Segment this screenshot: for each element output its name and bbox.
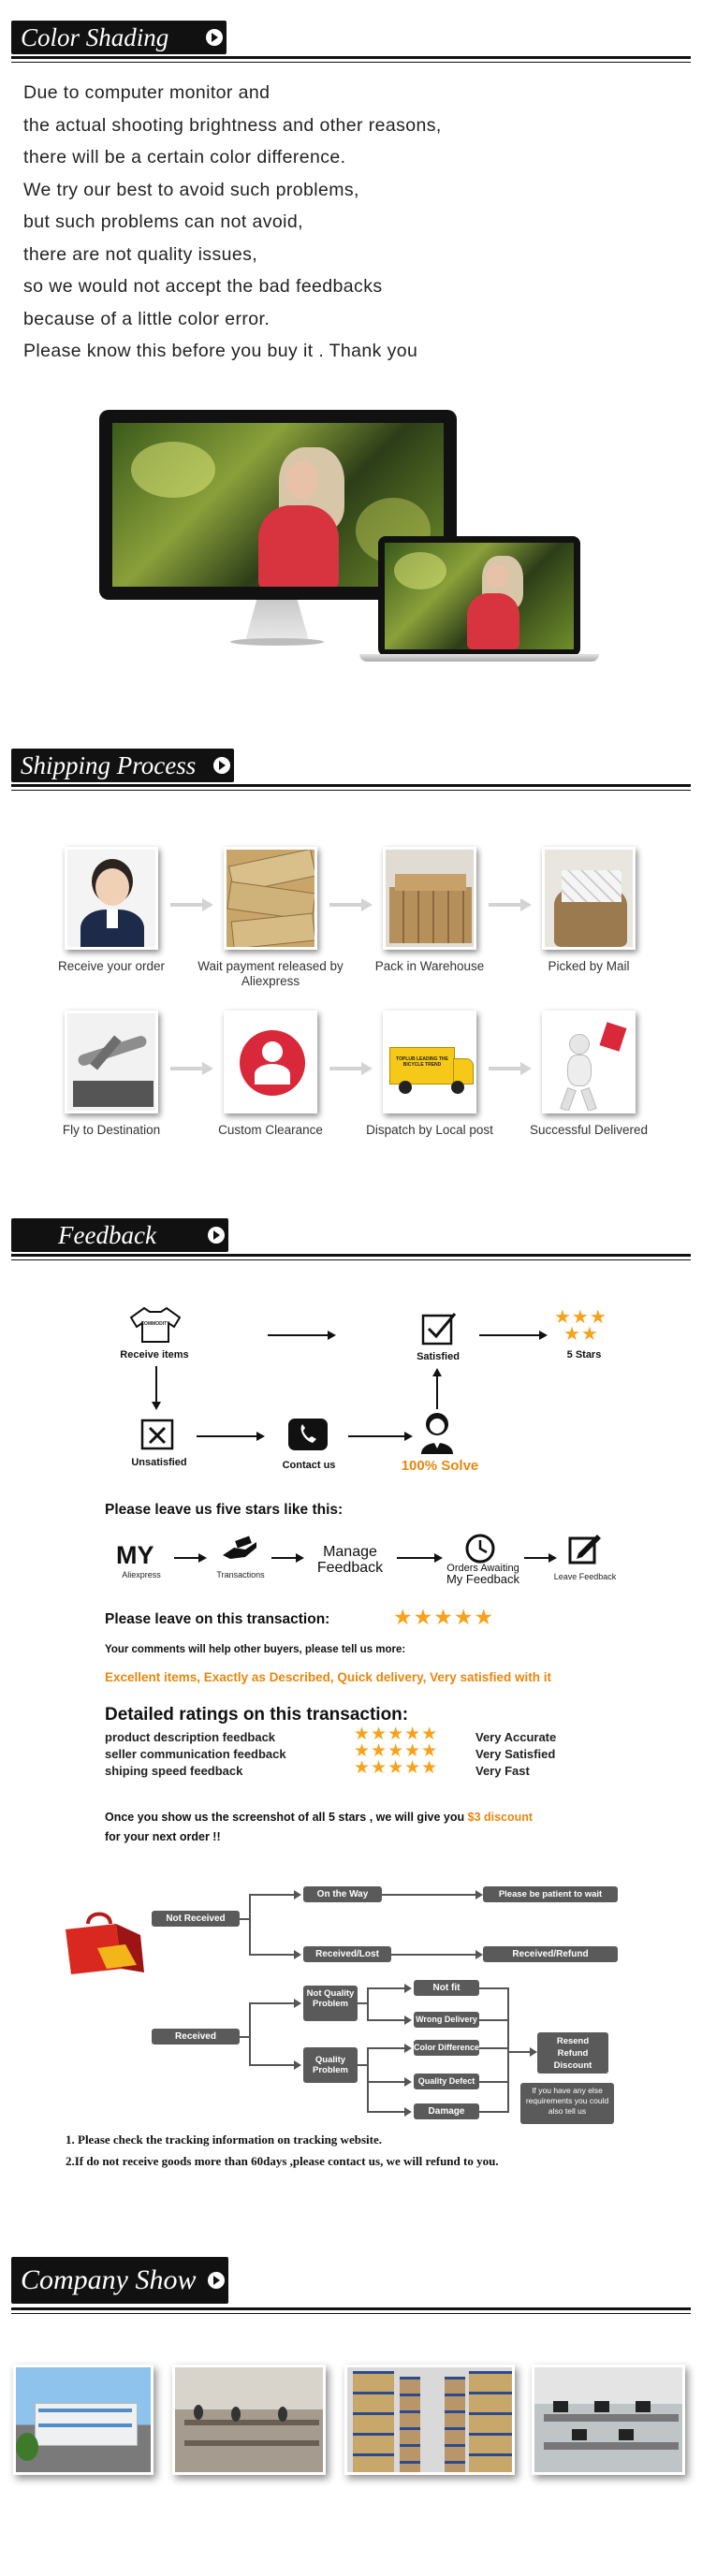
step-label: Successful Delivered [529,1123,649,1137]
step-label: Custom Clearance [218,1123,323,1137]
arrow-head [152,1402,161,1410]
tree-line [479,2081,507,2083]
arrow-head [256,1432,265,1441]
monitor-base [230,638,324,646]
tree-arrow [294,2060,301,2070]
divider [11,62,691,63]
tree-line [249,2002,296,2004]
arrow-head [198,1553,207,1563]
damage-pill: Damage [414,2103,479,2119]
customer-service-icon [65,847,158,950]
delivery-person-icon [542,1011,636,1113]
tree-line [249,1954,296,1956]
requirements-note-pill: If you have any else requirements you could also tell us [520,2083,614,2124]
solve-label: 100% Solve [401,1458,479,1474]
arrow-head [296,1553,304,1563]
step-label: Fly to Destination [62,1123,161,1137]
section-title: Company Show [21,2264,197,2295]
customs-officer-icon [224,1011,317,1113]
tree-line [367,1987,404,1989]
rating-stars: ★★★★★ [354,1758,439,1778]
shipping-step [355,847,505,974]
color-shading-text [23,77,442,368]
tree-line [367,2081,404,2083]
not-fit-pill: Not fit [414,1980,479,1996]
divider [11,784,691,787]
arrow-head [404,1432,413,1441]
text-line: Please know this before you buy it . Thank you [23,341,418,361]
detailed-heading: Detailed ratings on this transaction: [105,1705,409,1725]
tree-line [367,1987,369,2019]
tree-line [382,1894,475,1896]
quality-problem-pill: Quality Problem [303,2047,358,2083]
shipping-step [196,1011,345,1138]
section-title: Color Shading [21,23,169,51]
step-label: Pack in Warehouse [374,959,485,973]
arrow-line [271,1557,296,1559]
laptop [378,536,580,656]
wrong-delivery-pill: Wrong Delivery [414,2012,479,2028]
discount-text: Discount [553,2060,592,2071]
text-line: but such problems can not avoid, [23,211,303,232]
shipping-step [514,847,664,974]
orders-awaiting-label [436,1563,530,1585]
tree-arrow [404,2107,412,2117]
tree-line [479,1987,507,1989]
tree-line [479,2019,507,2021]
tree-line [367,2111,404,2113]
text-line: Due to computer monitor and [23,82,271,103]
arrow-line [155,1366,157,1404]
receive-items-label: Receive items [120,1349,189,1361]
quality-defect-pill: Quality Defect [414,2074,479,2089]
discount-post: for your next order !! [105,1830,221,1843]
airplane-icon [65,1011,158,1113]
hand-money-icon [221,1535,258,1563]
manage-feedback-label [313,1544,388,1576]
arrow-head [328,1331,336,1340]
not-received-pill: Not Received [152,1911,240,1927]
arrow-right-icon [213,757,230,774]
tree-line [358,2002,367,2004]
arrow-head [434,1553,443,1563]
discount-line [105,1811,533,1824]
arrow-right-icon [208,2272,225,2289]
money-icon [224,847,317,950]
rating-verdict: Very Fast [475,1764,530,1778]
laptop-screen-photo [385,543,574,649]
refund-text: Refund [557,2048,589,2059]
support-agent-icon [417,1411,457,1454]
five-star-heading: Please leave us five stars like this: [105,1502,344,1518]
stars-icon: ★★ [563,1324,599,1345]
leave-on-transaction-label: Please leave on this transaction: [105,1611,330,1627]
arrow-line [174,1557,198,1559]
arrow-line [479,1334,539,1336]
divider [11,1254,691,1257]
discount-amount: $3 discount [467,1811,534,1824]
monitor-stand [245,600,309,641]
feedback-text: Feedback [316,1560,384,1576]
edit-icon [567,1531,603,1566]
laptop-base [359,654,599,662]
color-difference-pill: Color Difference [414,2040,479,2056]
section-tab [11,2257,228,2304]
tree-line [367,2019,404,2021]
excellent-line: Excellent items, Exactly as Described, Quick delivery, Very satisfied with it [105,1670,551,1684]
rating-label: seller communication feedback [105,1747,286,1761]
shirt-text: COMMODITY [140,1321,170,1327]
tree-line [240,2036,249,2038]
shipping-step [37,847,186,974]
tree-line [240,1918,249,1920]
section-title: Shipping Process [21,751,197,779]
mail-bag-icon [542,847,636,950]
manage-text: Manage [323,1544,377,1560]
resend-refund-pill [537,2032,608,2074]
arrow-line [268,1334,328,1336]
resend-text: Resend [556,2036,590,2046]
stars-icon: ★★★ [554,1307,607,1328]
note-1: 1. Please check the tracking information on tracking website. [66,2132,382,2147]
received-refund-pill: Received/Refund [483,1946,618,1962]
satisfied-label: Satisfied [417,1351,460,1362]
divider [11,2313,691,2314]
rating-stars: ★★★★★ [354,1725,439,1744]
arrow-head [432,1368,442,1376]
text-line: there are not quality issues, [23,243,258,265]
arrow-line [524,1557,548,1559]
tree-arrow [404,1984,412,1993]
orders-awaiting-text: Orders Awaiting [446,1563,519,1574]
five-stars-label: 5 Stars [566,1349,602,1361]
tree-arrow [475,1950,483,1959]
section-tab [11,21,227,54]
tree-arrow [294,1999,301,2008]
shipping-step [196,847,345,989]
section-tab [11,1218,228,1252]
rating-verdict: Very Accurate [475,1730,557,1744]
divider [11,2307,691,2310]
tree-line [507,1987,509,2113]
rating-stars: ★★★★★ [354,1741,439,1761]
tree-line [249,1894,251,1956]
arrow-head [539,1331,548,1340]
arrow-head [548,1553,557,1563]
text-line: the actual shooting brightness and other reasons, [23,114,442,136]
tree-line [507,2051,532,2053]
arrow-right-icon [208,1227,225,1244]
delivery-truck-icon [383,1011,476,1113]
arrow-line [197,1435,256,1437]
shipping-step [514,1011,664,1138]
phone-icon [288,1419,328,1450]
tree-arrow [404,2016,412,2025]
checkbox-icon [421,1310,457,1346]
unsatisfied-label: Unsatisfied [131,1457,187,1468]
clock-icon [464,1533,496,1565]
company-warehouse-photo [344,2365,515,2475]
tree-line [367,2047,369,2113]
text-line: so we would not accept the bad feedbacks [23,276,383,297]
tree-line [391,1954,475,1956]
tree-line [249,2002,251,2066]
arrow-right-icon [206,29,223,46]
tree-line [479,2047,507,2049]
be-patient-pill: Please be patient to wait [483,1886,618,1902]
text-line: We try our best to avoid such problems, [23,179,359,200]
company-workshop-photo [172,2365,326,2475]
arrow-line [348,1435,404,1437]
my-feedback-text: My Feedback [446,1572,520,1586]
tree-line [249,1894,296,1896]
truck-text: TOPLUB LEADING THE BICYCLE TREND [396,1056,448,1068]
section-title: Feedback [58,1221,156,1249]
not-quality-pill: Not Quality Problem [303,1986,358,2021]
step-label: Wait payment released by Aliexpress [197,959,344,988]
tree-arrow [530,2047,537,2057]
tree-line [367,2047,404,2049]
tree-line [358,2064,367,2066]
tree-line [479,2111,507,2113]
section-tab [11,749,234,782]
aliexpress-label: Aliexpress [122,1570,161,1579]
on-the-way-pill: On the Way [303,1886,382,1902]
arrow-line [397,1557,434,1559]
divider [11,1259,691,1260]
rating-label: shiping speed feedback [105,1764,243,1778]
step-label: Receive your order [57,959,166,973]
arrow-line [436,1375,438,1409]
leave-feedback-label: Leave Feedback [553,1572,617,1581]
company-office-photo [532,2365,685,2475]
divider [11,56,691,59]
rating-label: product description feedback [105,1730,276,1744]
transactions-label: Transactions [216,1570,265,1579]
tree-line [249,2064,296,2066]
contact-us-label: Contact us [282,1460,336,1471]
tree-arrow [475,1890,483,1899]
note-2: 2.If do not receive goods more than 60days ,please contact us, we will refund to you. [66,2154,499,2168]
tree-arrow [294,1890,301,1899]
received-lost-pill: Received/Lost [303,1946,391,1962]
received-pill: Received [152,2029,240,2045]
text-line: because of a little color error. [23,308,271,329]
my-label: MY [116,1541,154,1569]
step-label: Picked by Mail [548,959,630,973]
shipping-step [37,1011,186,1138]
tree-arrow [294,1950,301,1959]
shipping-step [355,1011,505,1138]
comments-line: Your comments will help other buyers, please tell us more: [105,1644,406,1655]
company-building-photo [13,2365,154,2475]
step-label: Dispatch by Local post [366,1123,493,1137]
shopping-bag-icon [60,1907,150,1978]
divider [11,790,691,791]
rating-verdict: Very Satisfied [475,1747,556,1761]
x-box-icon [140,1415,176,1450]
transaction-stars: ★★★★★ [393,1605,495,1629]
text-line: there will be a certain color difference. [23,147,346,167]
tree-arrow [404,2077,412,2087]
tree-arrow [404,2044,412,2053]
warehouse-boxes-icon [383,847,476,950]
discount-pre: Once you show us the screenshot of all 5 stars , we will give you [105,1811,468,1824]
